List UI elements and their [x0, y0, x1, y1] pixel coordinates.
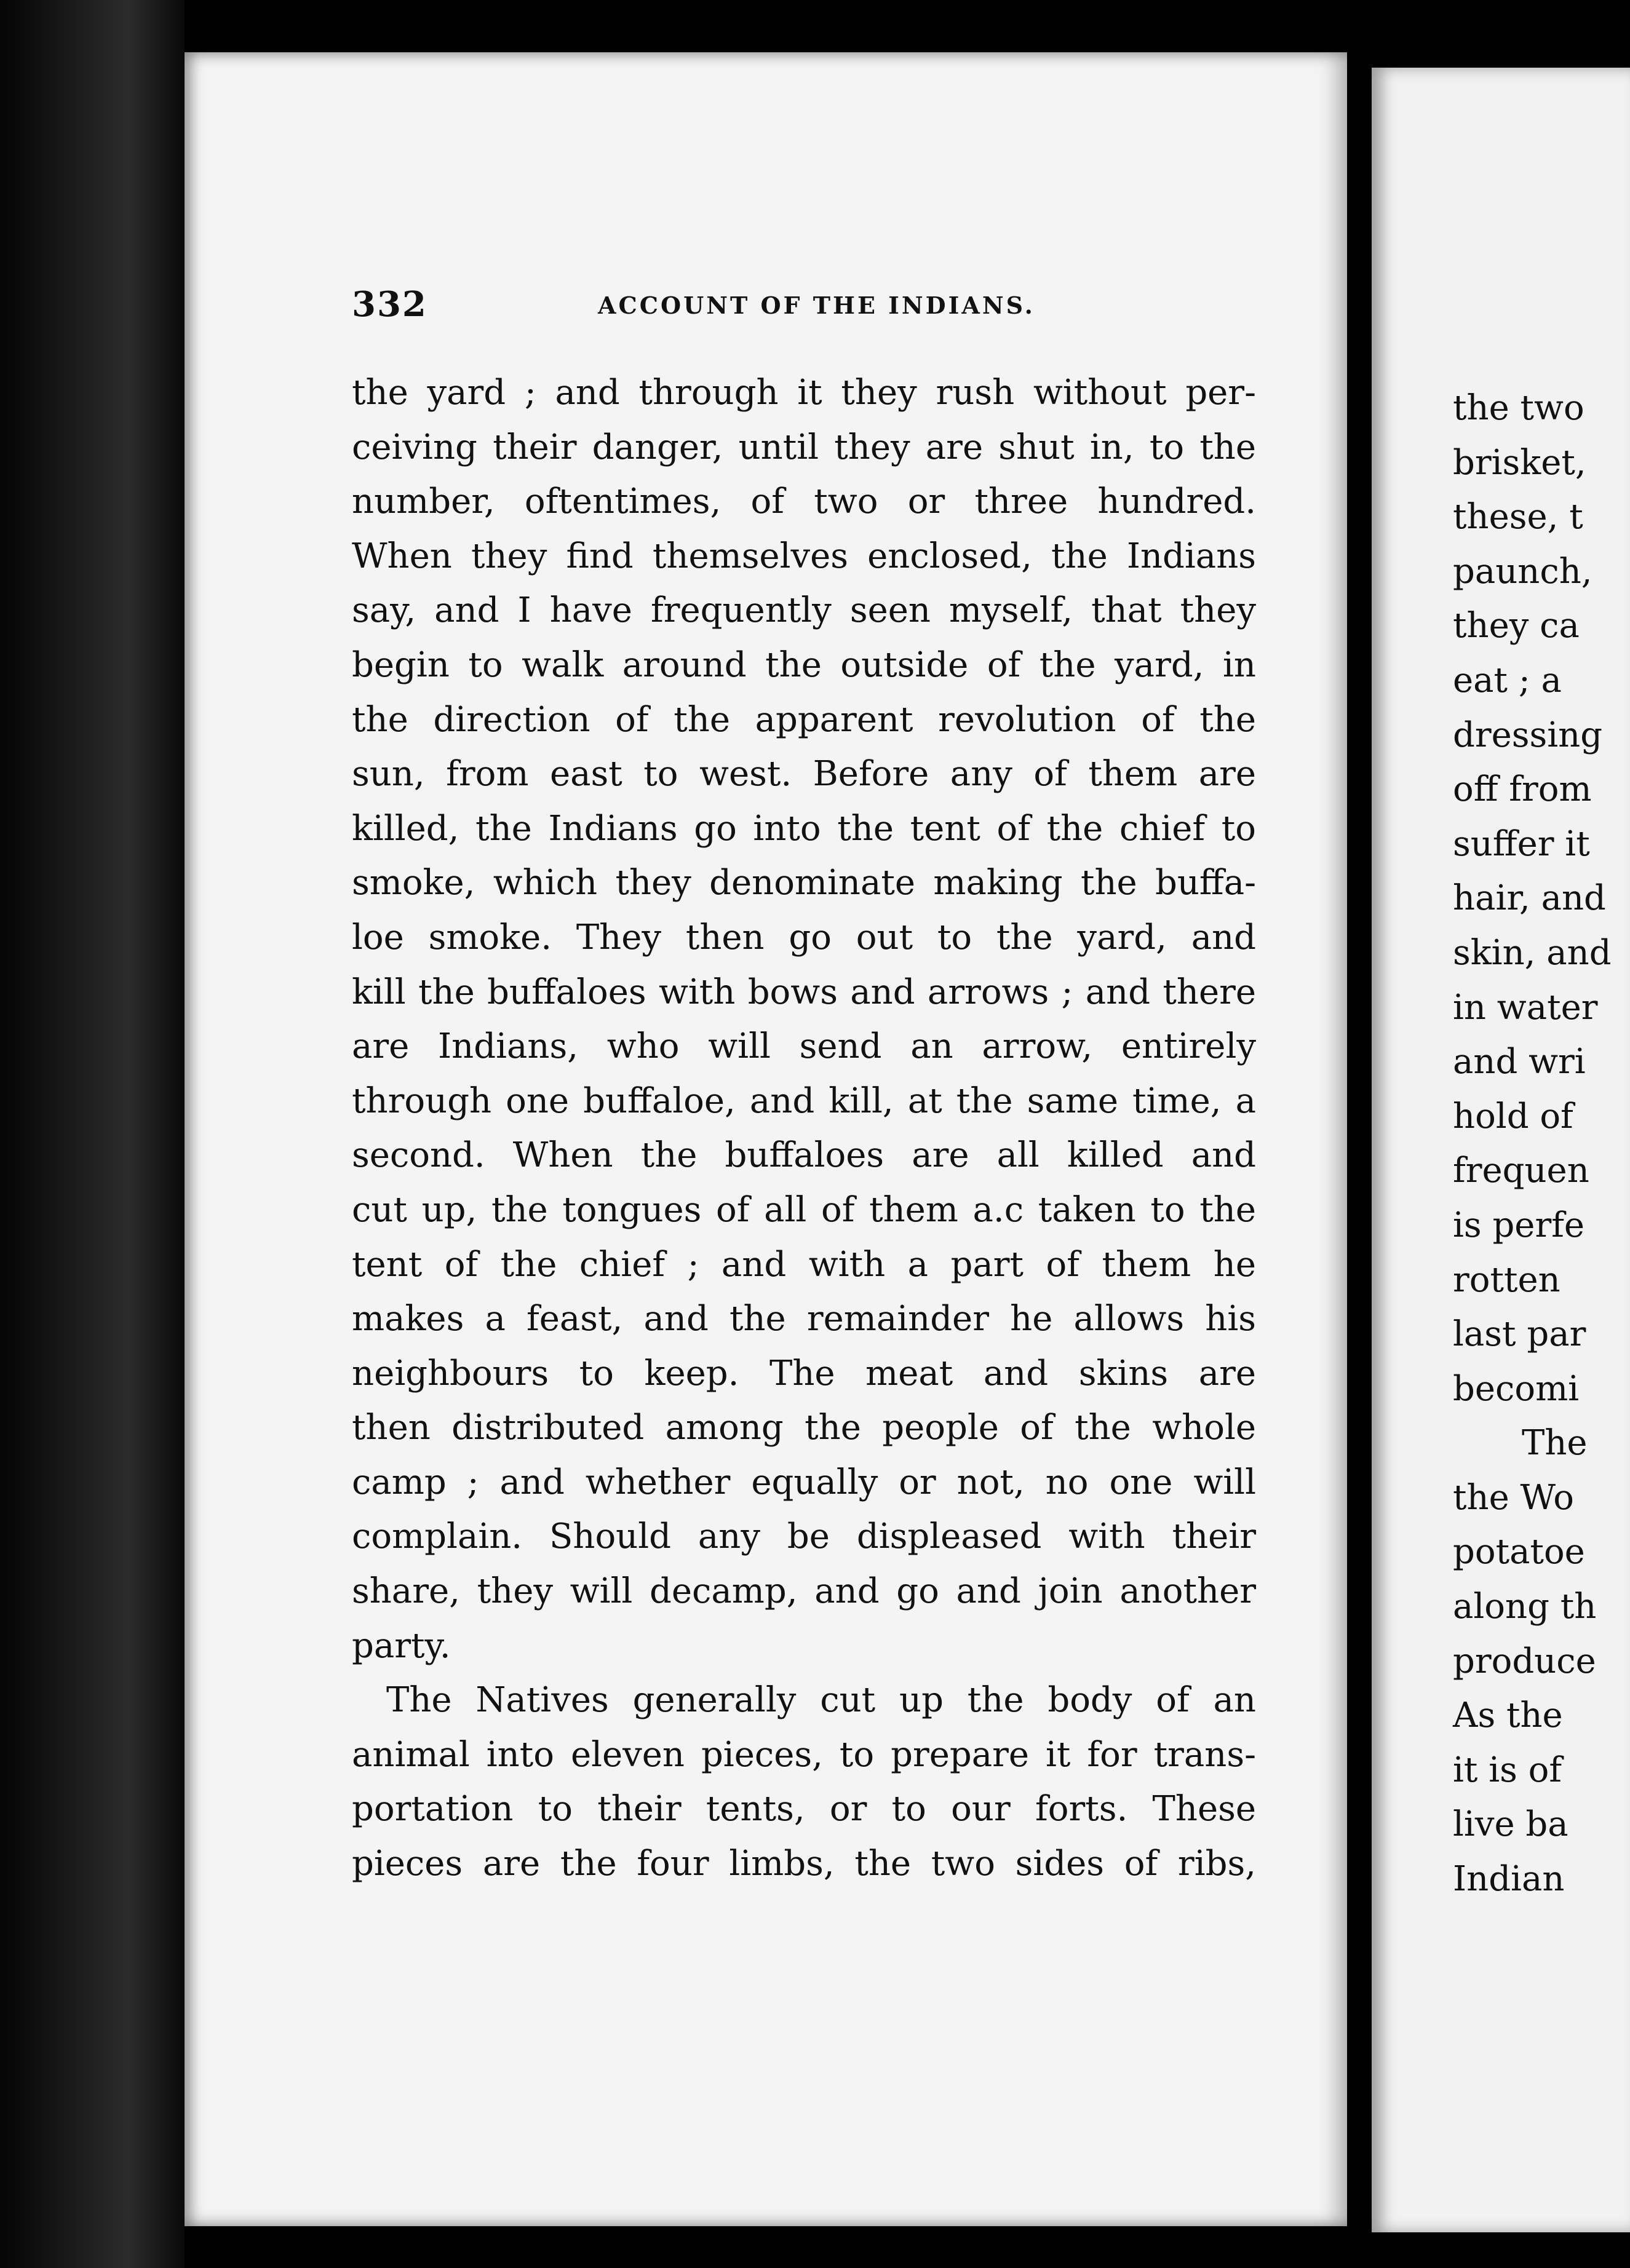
- text-line: is perfe: [1453, 1205, 1585, 1245]
- text-line: makes a feast, and the remainder he allows his: [352, 1299, 1256, 1339]
- page-gutter: [1347, 0, 1372, 2268]
- text-line: party.: [352, 1625, 451, 1666]
- text-line: number, oftentimes, of two or three hundred.: [352, 482, 1256, 522]
- text-line: second. When the buffaloes are all killed and: [352, 1135, 1256, 1176]
- text-line: becomi: [1453, 1368, 1580, 1409]
- text-line: sun, from east to west. Before any of them are: [352, 754, 1256, 795]
- text-line: hair, and: [1453, 878, 1606, 919]
- text-line: kill the buffaloes with bows and arrows ; and there: [352, 972, 1256, 1012]
- running-head: [352, 284, 1262, 333]
- text-line: say, and I have frequently seen myself, that they: [352, 590, 1256, 631]
- text-line: the direction of the apparent revolution of the: [352, 699, 1256, 740]
- text-line: are Indians, who will send an arrow, entirely: [352, 1026, 1256, 1067]
- text-line: dressing: [1453, 715, 1603, 755]
- text-line: along th: [1453, 1587, 1597, 1627]
- book-edge: [0, 0, 185, 2268]
- text-line: then distributed among the people of the whole: [352, 1408, 1256, 1448]
- text-line: produce: [1453, 1641, 1596, 1681]
- text-line: neighbours to keep. The meat and skins are: [352, 1353, 1256, 1394]
- text-line: hold of: [1453, 1096, 1573, 1136]
- text-line: pieces are the four limbs, the two sides of ribs,: [352, 1844, 1256, 1884]
- text-line: The Natives generally cut up the body of an: [386, 1680, 1256, 1721]
- text-line: skin, and: [1453, 932, 1612, 973]
- running-head-title: ACCOUNT OF THE INDIANS.: [598, 291, 1035, 319]
- text-line: live ba: [1453, 1804, 1568, 1845]
- text-line: potatoe: [1453, 1532, 1585, 1572]
- text-line: camp ; and whether equally or not, no one will: [352, 1462, 1256, 1502]
- text-line: Indian: [1453, 1859, 1565, 1900]
- text-line: eat ; a: [1453, 660, 1562, 700]
- text-line: it is of: [1453, 1750, 1562, 1790]
- text-line: the two: [1453, 388, 1584, 428]
- right-page-text: [1453, 381, 1613, 1907]
- text-line: begin to walk around the outside of the yard, in: [352, 644, 1256, 685]
- text-line: share, they will decamp, and go and join another: [352, 1571, 1256, 1612]
- text-line: rotten: [1453, 1259, 1560, 1300]
- text-line: the yard ; and through it they rush without per-: [352, 373, 1256, 413]
- text-line: last par: [1453, 1314, 1586, 1355]
- text-line: cut up, the tongues of all of them a.c taken to the: [352, 1189, 1256, 1230]
- text-line: they ca: [1453, 606, 1580, 646]
- text-line: animal into eleven pieces, to prepare it for trans-: [352, 1734, 1256, 1775]
- left-page-text: [352, 366, 1256, 1892]
- text-line: tent of the chief ; and with a part of them he: [352, 1244, 1256, 1285]
- text-line: and wri: [1453, 1042, 1586, 1082]
- text-line: portation to their tents, or to our forts. These: [352, 1789, 1256, 1830]
- text-line: paunch,: [1453, 551, 1592, 592]
- text-line: brisket,: [1453, 442, 1586, 483]
- text-line: killed, the Indians go into the tent of the chief to: [352, 808, 1256, 849]
- text-line: suffer it: [1453, 823, 1590, 864]
- text-line: frequen: [1453, 1151, 1589, 1191]
- text-line: As the: [1453, 1695, 1563, 1736]
- text-line: The: [1522, 1423, 1588, 1464]
- text-line: in water: [1453, 987, 1598, 1028]
- text-line: these, t: [1453, 497, 1583, 537]
- text-line: complain. Should any be displeased with their: [352, 1517, 1256, 1557]
- page-number: 332: [352, 284, 427, 325]
- text-line: When they find themselves enclosed, the Indians: [352, 536, 1256, 576]
- text-line: ceiving their danger, until they are shut in, to the: [352, 427, 1256, 467]
- text-line: the Wo: [1453, 1477, 1574, 1518]
- text-line: through one buffaloe, and kill, at the same time, a: [352, 1080, 1256, 1121]
- text-line: loe smoke. They then go out to the yard, and: [352, 917, 1256, 958]
- text-line: smoke, which they denominate making the buffa-: [352, 863, 1256, 903]
- text-line: off from: [1453, 769, 1592, 810]
